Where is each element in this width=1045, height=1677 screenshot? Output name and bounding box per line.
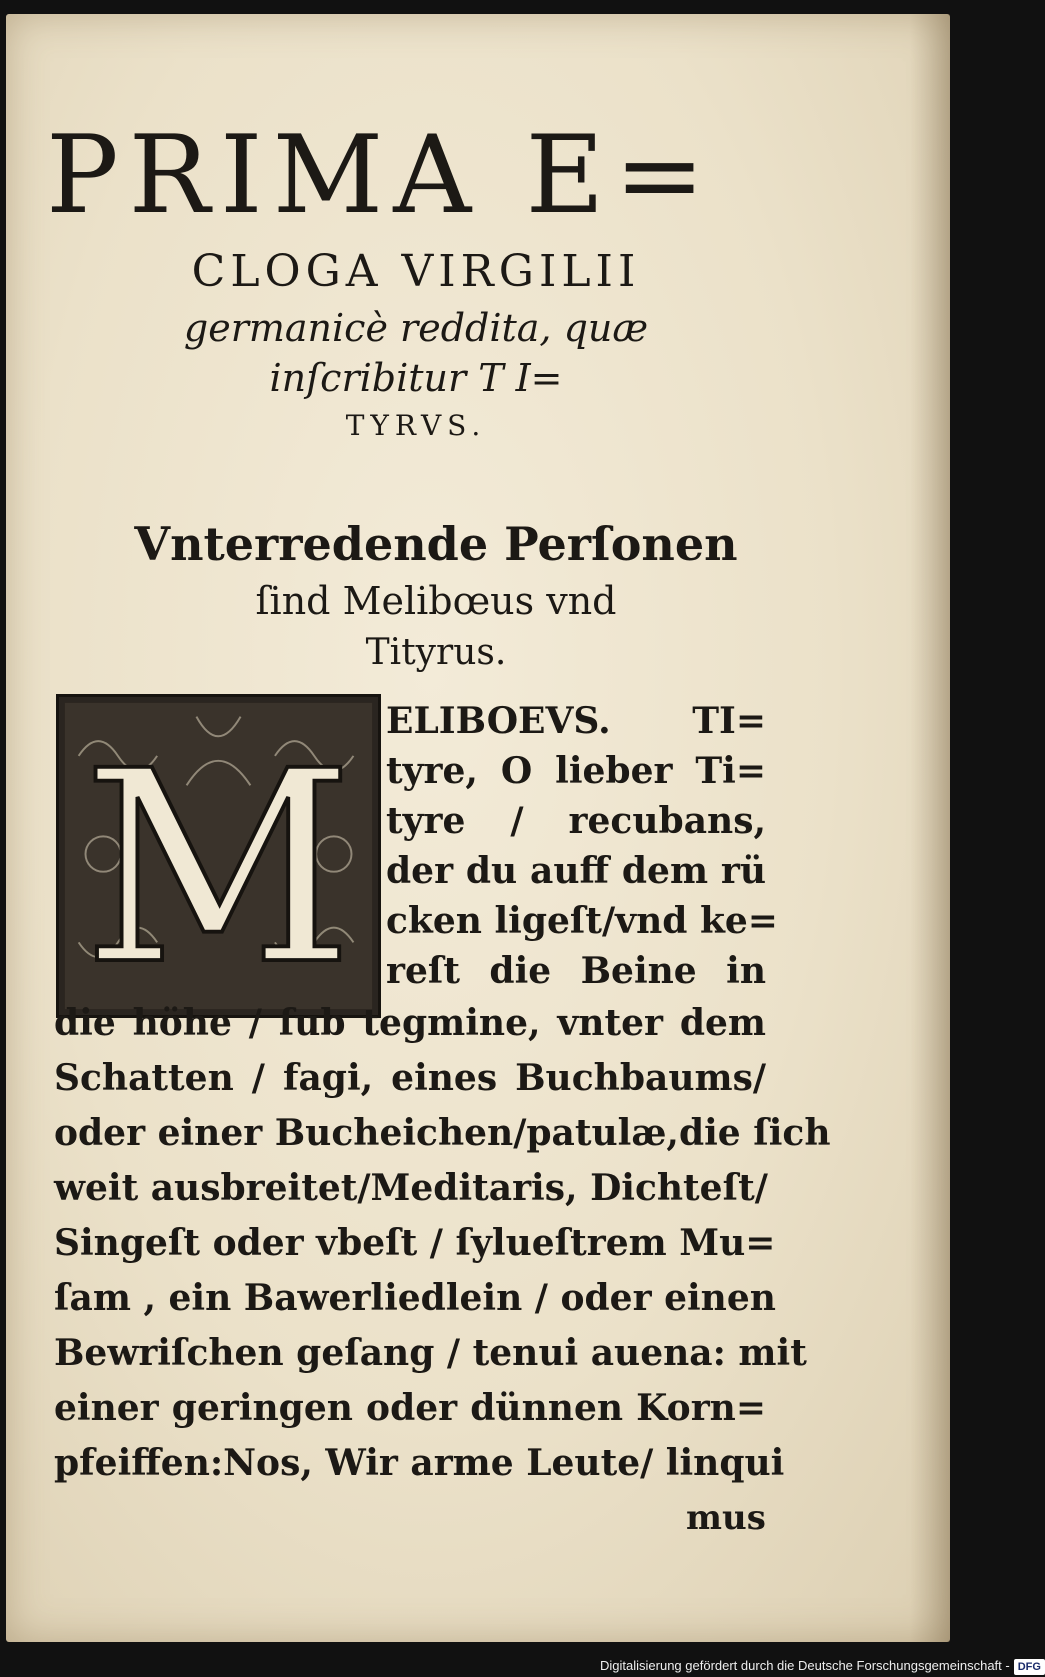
body-line-full: pfeiffen:Nos, Wir arme Leute/ linqui (54, 1442, 785, 1484)
title-line-3: germanicè reddita, quæ (183, 306, 649, 350)
body-line-narrow: reſt die Beine in (386, 950, 766, 992)
body-line-narrow: tyre / recubans, (386, 800, 766, 842)
title-line-5: TYRVS. (345, 409, 487, 442)
body-line-full: einer geringen oder dünnen Korn= (54, 1387, 766, 1429)
title-line-4: inſcribitur T I= (269, 356, 563, 400)
body-line-narrow: ELIBOEVS. TI= (386, 700, 766, 742)
book-page (6, 14, 950, 1642)
body-line-full: oder einer Bucheichen/patulæ,die ſich (54, 1112, 831, 1154)
decorated-initial-m (56, 694, 381, 1024)
body-line-full: Bewriſchen geſang / tenui auena: mit (54, 1332, 807, 1374)
catchword: mus (686, 1498, 766, 1538)
body-line-full: die höhe / ſub tegmine, vnter dem (54, 1002, 766, 1044)
subtitle-line-3: Tityrus. (365, 632, 507, 673)
subtitle-line-1: Vnterredende Perſonen (134, 517, 738, 571)
body-line-narrow: cken ligeſt/vnd ke= (386, 900, 778, 942)
body-line-full: weit ausbreitet/Meditaris, Dichteſt/ (54, 1167, 768, 1209)
title-line-2: CLOGA VIRGILII (191, 246, 641, 297)
body-line-full: ſam , ein Bawerliedlein / oder einen (54, 1277, 776, 1319)
body-line-full: Singeſt oder vbeſt / ſylueſtrem Mu= (54, 1222, 776, 1264)
initial-letter: M (82, 715, 354, 1024)
body-line-narrow: tyre, O lieber Ti= (386, 750, 766, 792)
footer-text: Digitalisierung gefördert durch die Deutsche Forschungsgemeinschaft - (600, 1658, 1010, 1673)
body-line-full: Schatten / fagi, eines Buchbaums/ (54, 1057, 766, 1099)
subtitle-line-2: ſind Melibœus vnd (255, 579, 617, 623)
title-line-1: PRIMA E= (46, 113, 715, 238)
body-line-narrow: der du auff dem rü (386, 850, 766, 892)
dfg-badge: DFG (1014, 1659, 1045, 1675)
footer-credit (600, 1655, 1041, 1677)
decorated-initial-art (59, 697, 378, 1024)
